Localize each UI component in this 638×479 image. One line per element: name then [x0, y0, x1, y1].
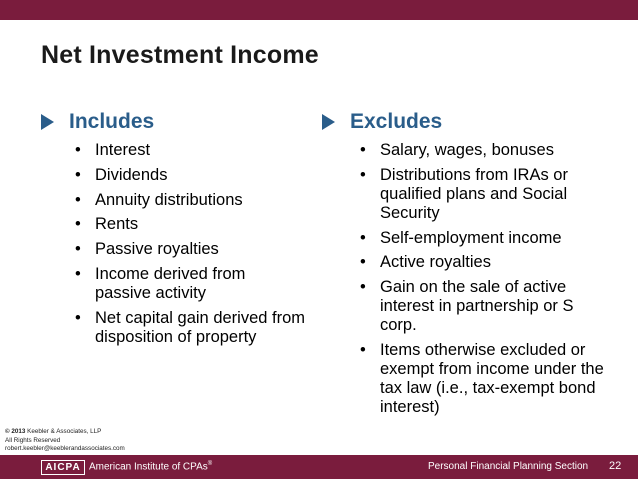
- slide-title: Net Investment Income: [41, 41, 319, 69]
- copyright-email: robert.keebler@keeblerandassociates.com: [5, 445, 125, 452]
- copyright-notice: [5, 428, 125, 454]
- footer-bar: [0, 455, 638, 479]
- includes-heading-label: Includes: [69, 110, 155, 133]
- triangle-bullet-icon: [322, 114, 335, 130]
- list-item: • Annuity distributions: [75, 191, 325, 210]
- list-item: • Dividends: [75, 166, 325, 185]
- list-item: • Salary, wages, bonuses: [360, 141, 595, 160]
- aicpa-logo: AICPA: [41, 460, 85, 475]
- list-item: • Rents: [75, 215, 325, 234]
- excludes-list: [360, 141, 604, 423]
- top-banner: [0, 0, 638, 20]
- footer-section: Personal Financial Planning Section: [428, 461, 589, 472]
- includes-heading: [41, 110, 154, 134]
- list-item: • Items otherwise excluded or exempt from income under the tax law (i.e., tax-exempt bond interest): [360, 341, 605, 417]
- list-item: • Active royalties: [360, 253, 595, 272]
- list-item: • Net capital gain derived from disposition of property: [75, 309, 325, 347]
- copyright-rights: All Rights Reserved: [5, 436, 61, 444]
- copyright-firm: Keebler & Associates, LLP: [27, 428, 102, 435]
- list-item: • Interest: [75, 141, 325, 160]
- excludes-heading: [322, 110, 442, 134]
- list-item: • Passive royalties: [75, 240, 325, 259]
- footer-org: [89, 461, 212, 472]
- footer-org-name: American Institute of CPAs: [89, 461, 208, 473]
- copyright-year: © 2013: [5, 428, 26, 435]
- excludes-heading-label: Excludes: [350, 110, 443, 133]
- list-item: • Gain on the sale of active interest in partnership or S corp.: [360, 278, 605, 335]
- list-item: • Distributions from IRAs or qualified plans and Social Security: [360, 166, 595, 223]
- page-number: 22: [609, 460, 622, 472]
- triangle-bullet-icon: [41, 114, 54, 130]
- list-item: • Income derived from passive activity: [75, 265, 300, 303]
- list-item: • Self-employment income: [360, 229, 595, 248]
- trademark-symbol: ®: [207, 461, 213, 467]
- includes-list: [75, 141, 325, 353]
